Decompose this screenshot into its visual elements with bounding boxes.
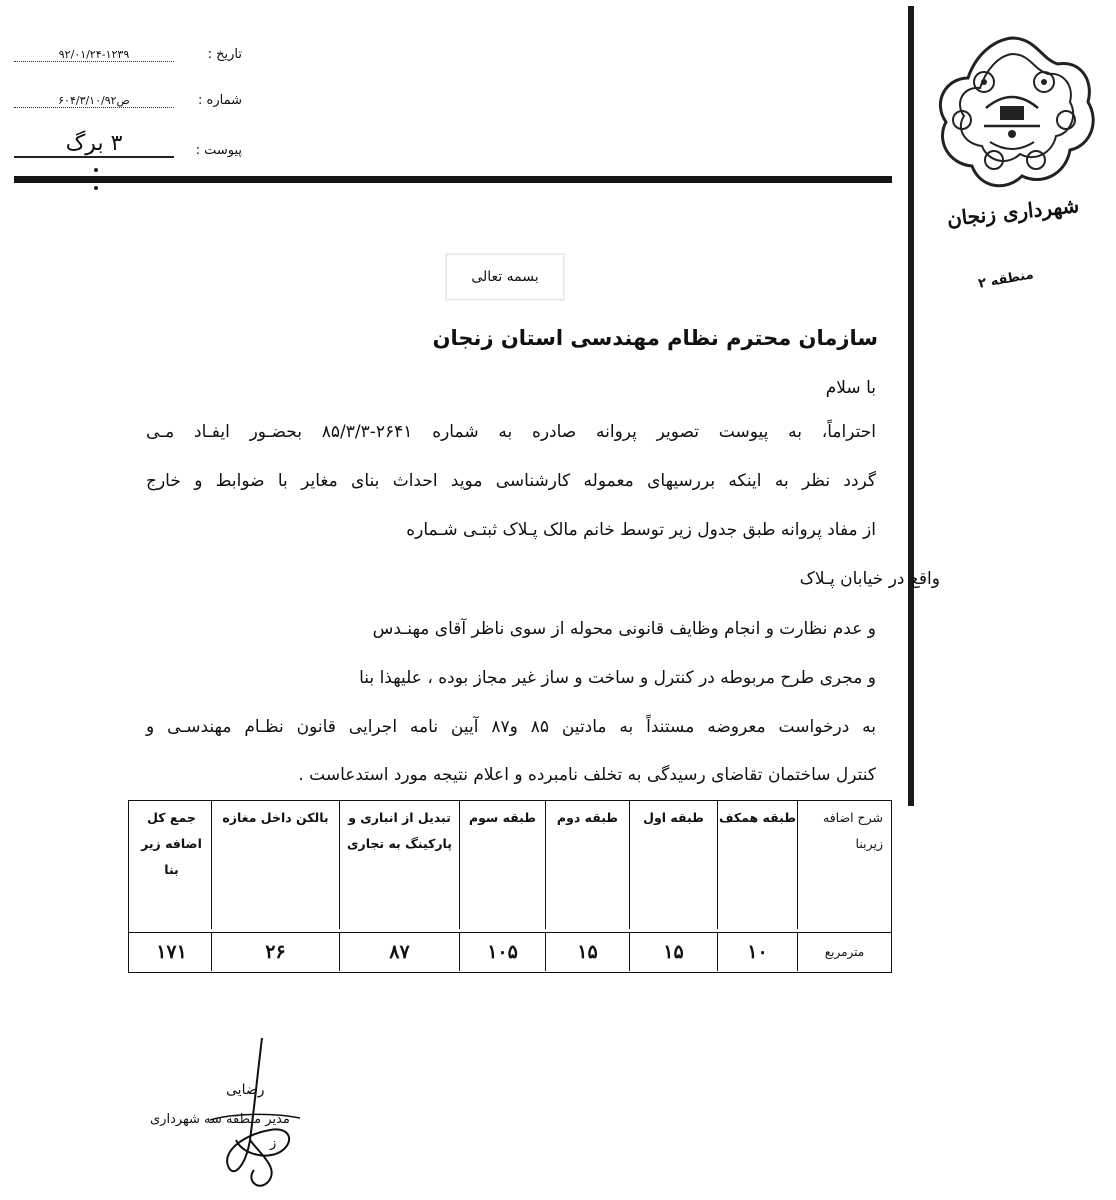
building-violation-table [128,800,892,973]
table-value-cell: ۱۵ [545,933,629,971]
table-value-row [129,932,891,971]
date-label: تاریخ : [207,47,242,62]
table-header-cell: طبقه همکف [717,801,797,929]
table-header-cell: طبقه دوم [545,801,629,929]
letter-line: به درخواست معروضه مستنداً به مادتین ۸۵ و۸۷ آیین نامه اجرایی قانون نظـام مهندسـی و [146,717,876,737]
seal-subtext: منطقه ۲ [977,267,1035,292]
number-label: شماره : [198,93,242,108]
table-value-cell: ۱۰ [717,933,797,971]
table-value-cell: ۱۷۱ [156,941,187,963]
recipient-heading: سازمان محترم نظام مهندسی استان زنجان [432,326,878,350]
divider-dot [94,186,98,190]
header-divider [14,176,892,183]
table-value-cell: ۱۵ [629,933,717,971]
table-header-cell: طبقه اول [629,801,717,929]
letter-line: احتراماً، به پیوست تصویر پروانه صادره به شماره ۲۶۴۱-۸۵/۳/۳ بحضـور ایفـاد مـی [146,422,876,442]
date-field [14,40,242,62]
table-value-cell: ۲۶ [211,933,339,971]
table-value-cell: ۸۷ [339,933,459,971]
table-value-cell: ۱۰۵ [459,933,545,971]
table-header-cell: بالکن داخل مغازه [211,801,339,929]
date-value: ۹۲/۰۱/۲۴-۱۲۳۹ [14,48,174,62]
seal-text: شهرداری زنجان [945,193,1081,231]
table-header-row [129,801,891,929]
attachment-value: ۳ برگ [14,131,174,158]
number-value: ۶۰۴/۳/۱۰/۹۲ص [14,94,174,108]
attachment-label: پیوست : [195,143,242,158]
divider-dot [94,168,98,172]
margin-line [908,6,914,806]
invocation-box: بسمه تعالی [446,254,564,300]
greeting: با سلام [825,378,876,398]
letter-line: گردد نظر به اینکه بررسیهای معموله کارشناسی موید احداث بنای مغایر با ضوابط و خارج [146,471,876,491]
table-header-cell: طبقه سوم [459,801,545,929]
signatory-title: مدیر منطقه سه شهرداری [150,1112,290,1127]
letter-line: از مفاد پروانه طبق جدول زیر توسط خانم مالک پـلاک ثبتـی شـماره [406,520,876,540]
table-header-cell: تبدیل از انباری و پارکینگ به تجاری [339,801,459,929]
number-field [14,86,242,108]
letter-line: واقع در خیابان پـلاک [799,569,940,589]
table-row-label: مترمربع [797,933,891,971]
letter-line: کنترل ساختمان تقاضای رسیدگی به تخلف نامبرده و اعلام نتیجه مورد استدعاست . [298,765,876,785]
letter-line: و عدم نظارت و انجام وظایف قانونی محوله از سوی ناظر آقای مهنـدس [372,619,876,639]
table-header-cell: شرح اضافه زیربنا [797,801,891,929]
signatory-zone: ز [270,1136,277,1151]
letter-line: و مجری طرح مربوطه در کنترل و ساخت و ساز غیر مجاز بوده ، علیهذا بنا [359,668,876,688]
signatory-name: رضایی [226,1082,265,1098]
table-header-cell: جمع کل اضافه زیر بنا [141,810,202,877]
attachment-field [14,131,242,158]
